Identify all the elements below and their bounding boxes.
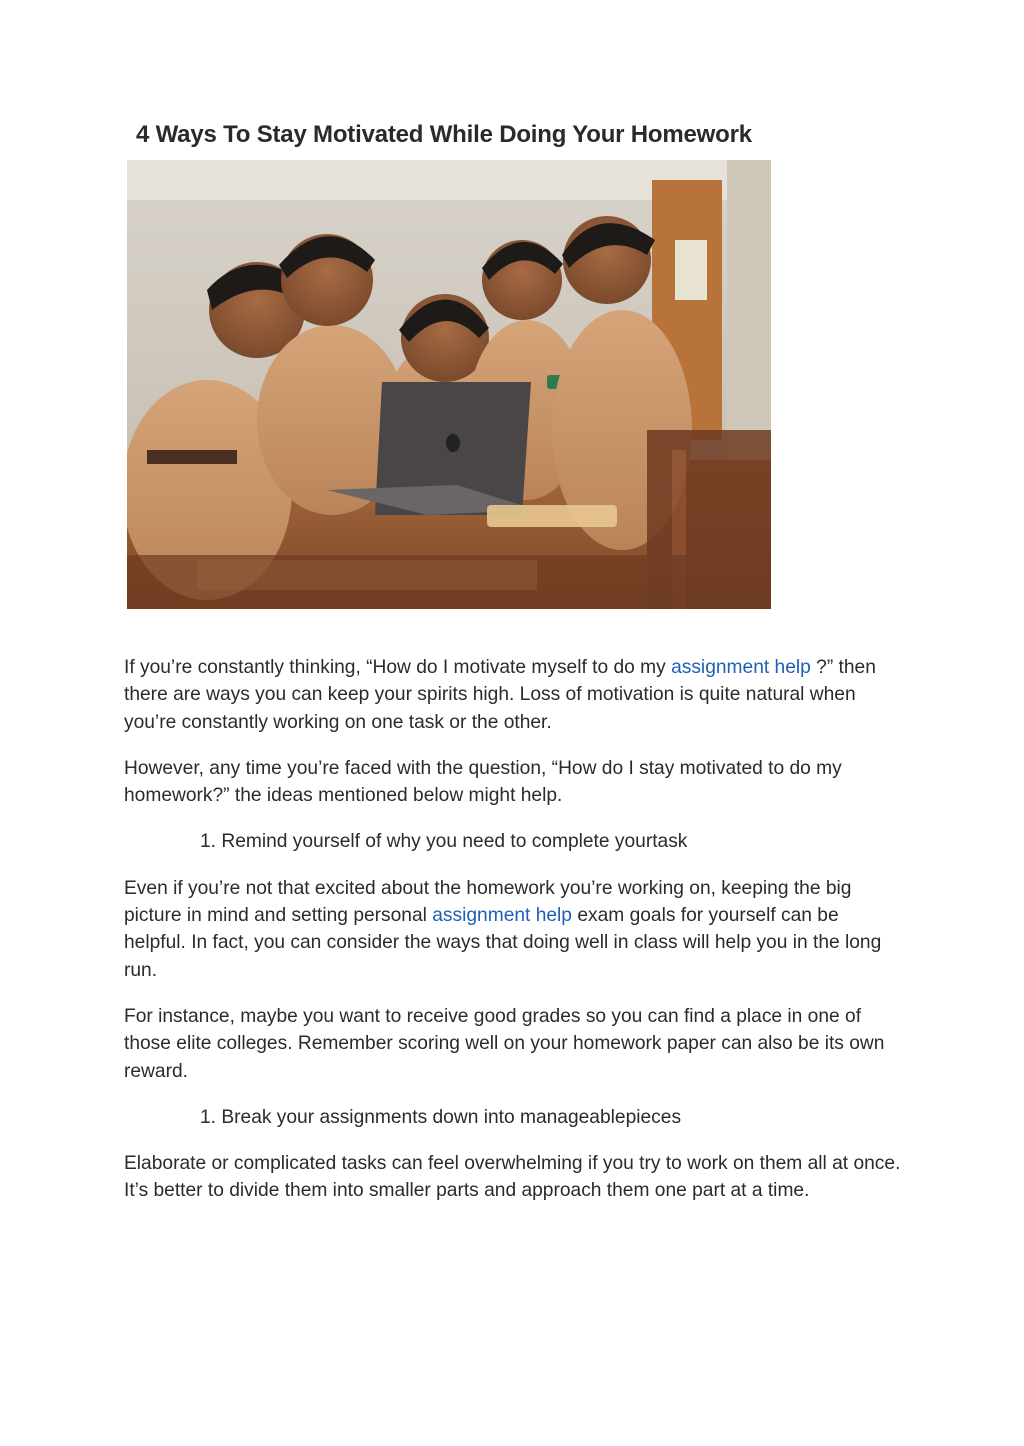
paragraph-however: However, any time you’re faced with the question, “How do I stay motivated to do my homework?” the ideas mentioned below might help. [124, 757, 842, 807]
article-body [124, 654, 904, 1224]
paragraph-instance: For instance, maybe you want to receive good grades so you can find a place in one of those elite colleges. Remember scoring well on your homework paper can also be its own reward. [124, 1005, 885, 1082]
paragraph-elaborate: Elaborate or complicated tasks can feel overwhelming if you try to work on them all at once. It’s better to divide them into smaller parts and approach them one part at a time. [124, 1153, 901, 1202]
assignment-help-link[interactable]: assignment help [432, 905, 572, 927]
hero-photo [127, 160, 771, 609]
page-title: 4 Ways To Stay Motivated While Doing Your Homework [136, 121, 752, 148]
paragraph-intro [124, 654, 904, 736]
paragraph-text: ?” then there are ways you can keep your spirits high. Loss of motivation is quite natural when you’re constantly working on one task or the other. [124, 657, 876, 733]
assignment-help-link[interactable]: assignment help [671, 657, 811, 678]
paragraph-big-picture [124, 875, 904, 984]
paragraph-text: Even if you’re not that excited about the homework you’re working on, keeping the big picture in mind and setting personal [124, 877, 852, 927]
list-item-remind: 1. Remind yourself of why you need to complete yourtask [200, 831, 688, 853]
list-item-break-down: 1. Break your assignments down into manageablepieces [200, 1106, 682, 1128]
paragraph-text: If you’re constantly thinking, “How do I motivate myself to do my [124, 657, 672, 678]
paragraph-text: exam goals for yourself can be helpful. In fact, you can consider the ways that doing well in class will help you in the long run. [124, 905, 882, 981]
